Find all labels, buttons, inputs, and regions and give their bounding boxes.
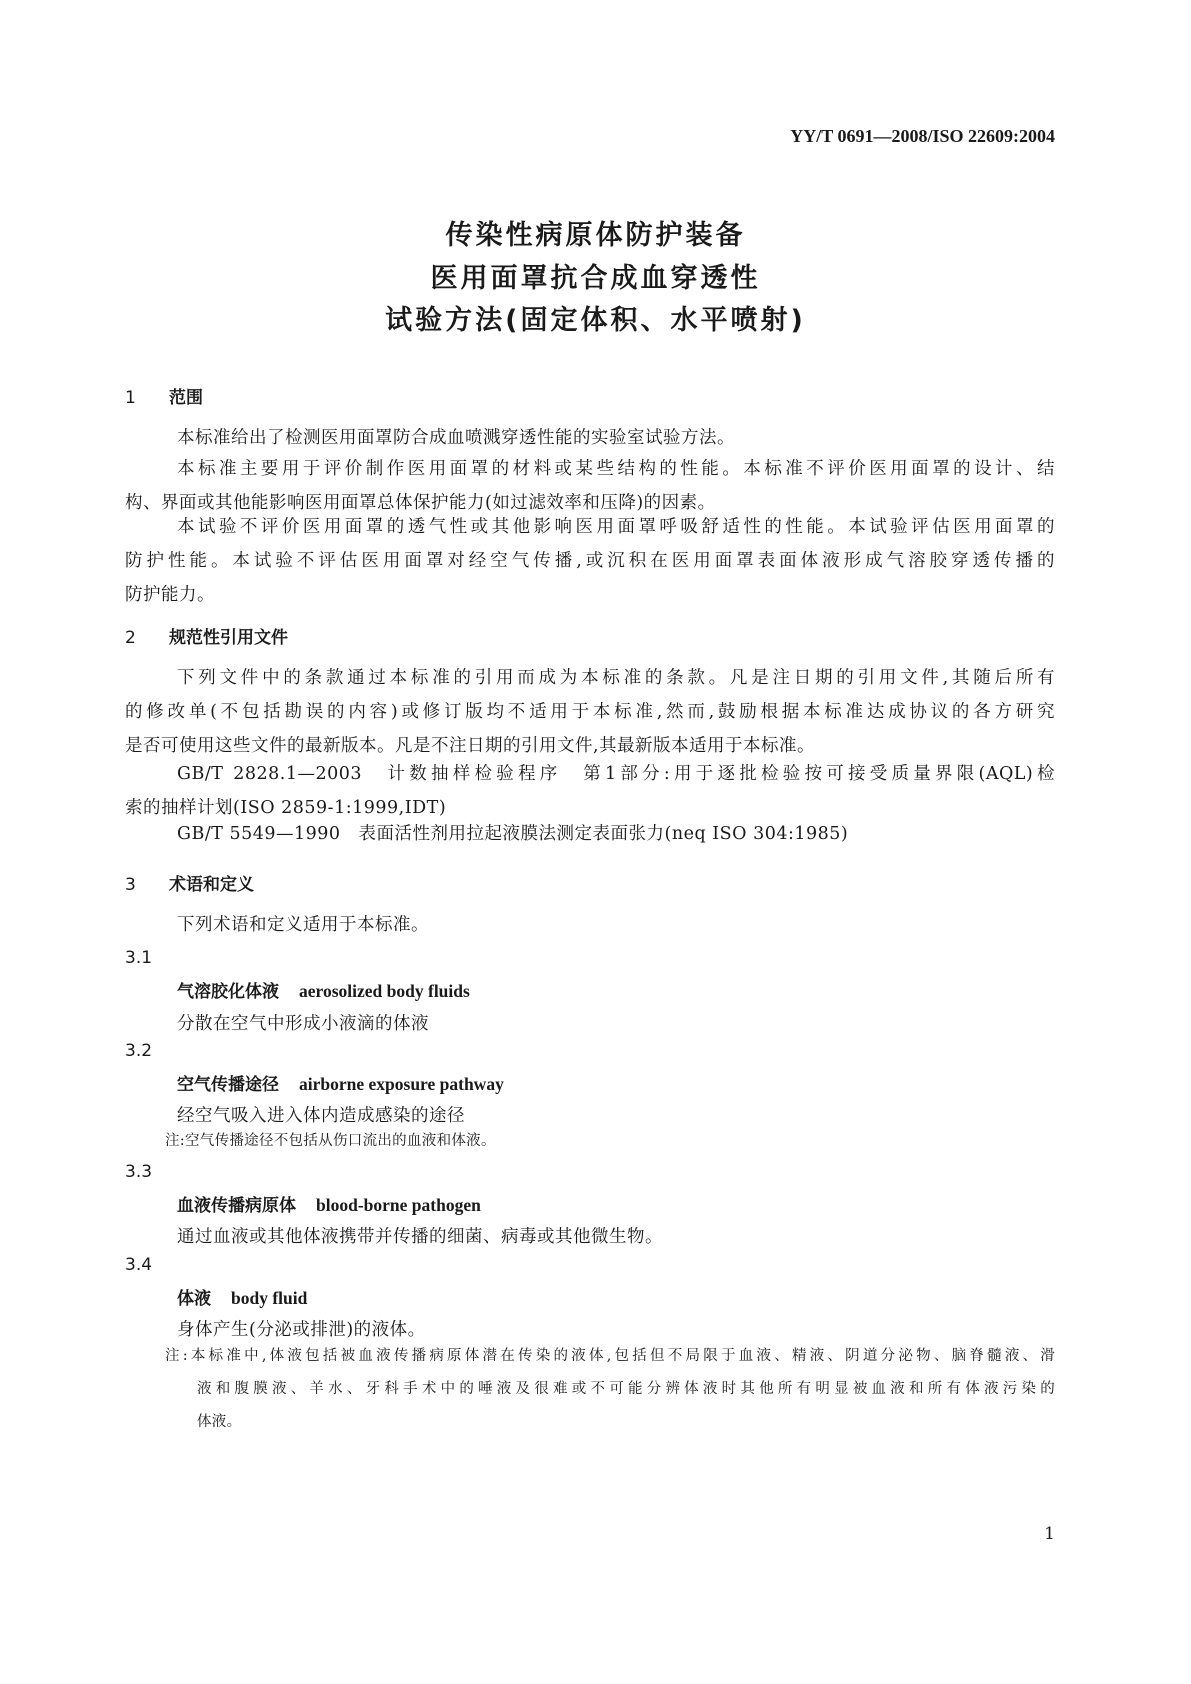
note-line: 液和腹膜液、羊水、牙科手术中的唾液及很难或不可能分辨体液时其他所有明显被血液和所有体液污染的 — [197, 1381, 1055, 1397]
term-3-3 — [177, 1191, 481, 1216]
section-title: 术语和定义 — [169, 875, 254, 895]
text-line: 本标准给出了检测医用面罩防合成血喷溅穿透性能的实验室试验方法。 — [177, 428, 735, 448]
text-line: 防护能力。 — [125, 585, 215, 605]
section-title: 规范性引用文件 — [169, 628, 288, 648]
term-number: 3.2 — [125, 1041, 153, 1061]
section-1-heading — [125, 383, 203, 408]
standard-number: YY/T 0691—2008/ISO 22609:2004 — [790, 126, 1055, 146]
page-number: 1 — [1044, 1524, 1055, 1544]
section-number: 1 — [125, 388, 136, 408]
term-number: 3.4 — [125, 1255, 153, 1275]
text-line: 本标准主要用于评价制作医用面罩的材料或某些结构的性能。本标准不评价医用面罩的设计、结 — [177, 459, 1055, 479]
text-line: GB/T 5549—1990 表面活性剂用拉起液膜法测定表面张力(neq ISO 304:1985) — [177, 824, 849, 844]
term-number: 3.3 — [125, 1162, 153, 1182]
section-title: 范围 — [169, 388, 203, 408]
term-en: airborne exposure pathway — [299, 1074, 504, 1094]
text-line: 的修改单(不包括勘误的内容)或修订版均不适用于本标准,然而,鼓励根据本标准达成协议的各方研究 — [125, 702, 1055, 722]
term-3-4 — [177, 1284, 307, 1309]
note-line: 体液。 — [197, 1414, 242, 1430]
title-line-2: 医用面罩抗合成血穿透性 — [430, 263, 761, 294]
term-note — [165, 1340, 1055, 1439]
title-line-3: 试验方法(固定体积、水平喷射) — [385, 305, 806, 336]
term-zh: 空气传播途径 — [177, 1075, 279, 1095]
term-definition: 身体产生(分泌或排泄)的液体。 — [177, 1320, 426, 1340]
term-en: body fluid — [231, 1288, 308, 1308]
term-number: 3.1 — [125, 948, 153, 968]
reference-gb-t-5549 — [125, 817, 1055, 851]
term-zh: 气溶胶化体液 — [177, 982, 279, 1002]
section-2-paragraph-1 — [125, 661, 1055, 763]
term-en: blood-borne pathogen — [316, 1195, 481, 1215]
text-line: 索的抽样计划(ISO 2859-1:1999,IDT) — [125, 798, 447, 818]
term-definition: 通过血液或其他体液携带并传播的细菌、病毒或其他微生物。 — [177, 1227, 663, 1247]
section-1-paragraph-3 — [125, 510, 1055, 612]
term-definition: 经空气吸入进入体内造成感染的途径 — [177, 1106, 465, 1126]
term-note: 注:空气传播途径不包括从伤口流出的血液和体液。 — [165, 1133, 496, 1149]
text-line: 本试验不评价医用面罩的透气性或其他影响医用面罩呼吸舒适性的性能。本试验评估医用面罩的 — [177, 517, 1055, 537]
term-en: aerosolized body fluids — [299, 981, 470, 1001]
text-line: 是否可使用这些文件的最新版本。凡是不注日期的引用文件,其最新版本适用于本标准。 — [125, 736, 816, 756]
note-line: 注:本标准中,体液包括被血液传播病原体潜在传染的液体,包括但不局限于血液、精液、阴道分泌物、脑脊髓液、滑 — [165, 1348, 1055, 1364]
section-2-heading — [125, 623, 288, 648]
term-definition: 分散在空气中形成小液滴的体液 — [177, 1014, 429, 1034]
section-3-heading — [125, 870, 254, 895]
text-line: 下列文件中的条款通过本标准的引用而成为本标准的条款。凡是注日期的引用文件,其随后所有 — [177, 668, 1055, 688]
section-number: 3 — [125, 875, 136, 895]
title-line-1: 传染性病原体防护装备 — [445, 220, 746, 251]
section-3-intro — [125, 908, 1055, 942]
section-number: 2 — [125, 628, 136, 648]
text-line: 防护性能。本试验不评估医用面罩对经空气传播,或沉积在医用面罩表面体液形成气溶胶穿透传播的 — [125, 551, 1055, 571]
text-line: 下列术语和定义适用于本标准。 — [177, 915, 429, 935]
term-zh: 体液 — [177, 1289, 211, 1309]
section-1-paragraph-1 — [125, 421, 1055, 455]
reference-gb-t-2828 — [125, 757, 1055, 825]
term-3-2 — [177, 1070, 504, 1095]
text-line: 构、界面或其他能影响医用面罩总体保护能力(如过滤效率和压降)的因素。 — [125, 493, 716, 513]
text-line: GB/T 2828.1—2003 计数抽样检验程序 第1部分:用于逐批检验按可接受质量界限(AQL)检 — [177, 764, 1055, 784]
term-3-1 — [177, 977, 470, 1002]
term-zh: 血液传播病原体 — [177, 1196, 296, 1216]
